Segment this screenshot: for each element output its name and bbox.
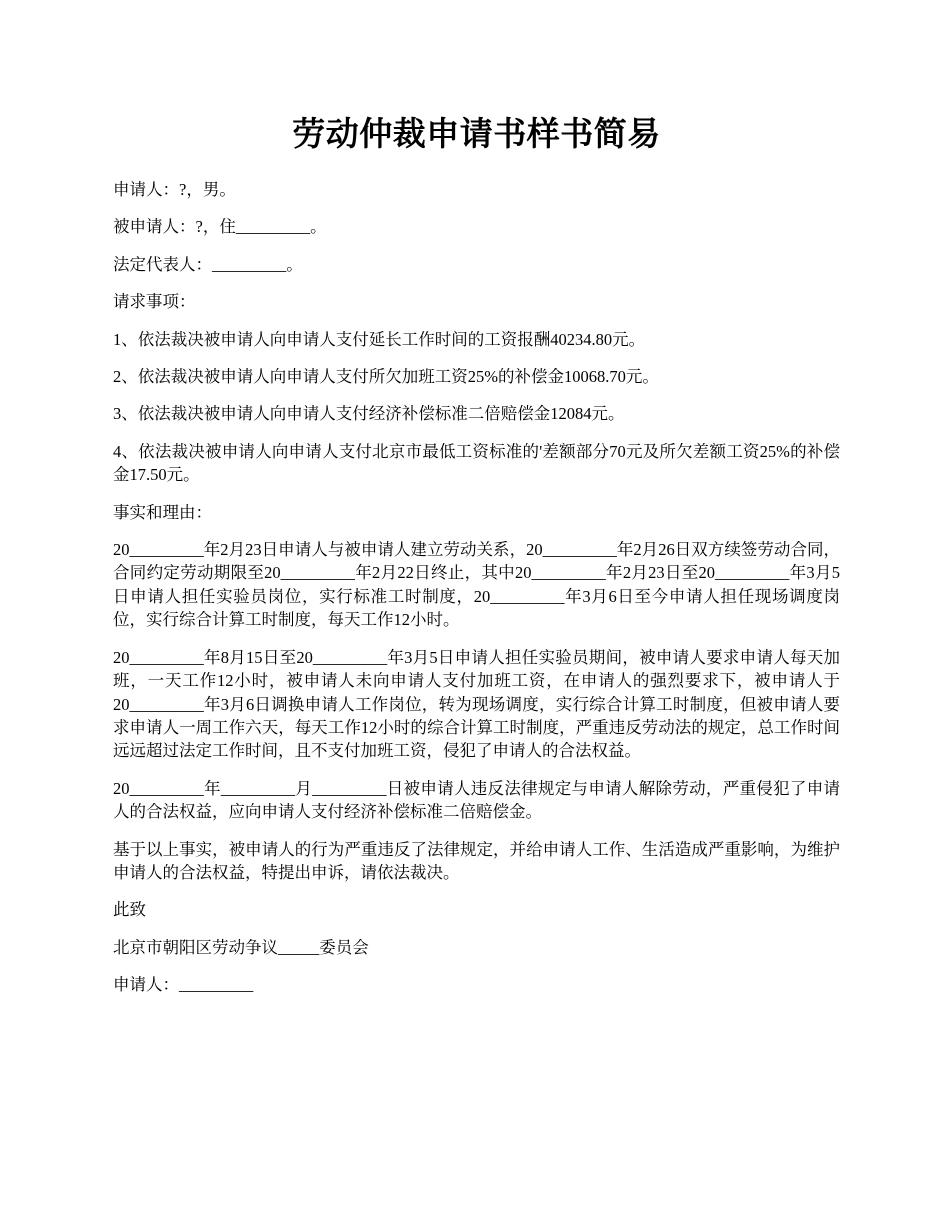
addressee: 北京市朝阳区劳动争议_____委员会 [113,937,369,957]
claim-item-1: 1、依法裁决被申请人向申请人支付延长工作时间的工资报酬40234.80元。 [113,329,646,349]
facts-paragraph-2: 20_________年8月15日至20_________年3月5日申请人担任实验员期间，被申请人要求申请人每天加班，一天工作12小时，被申请人未向申请人支付加班工资，在申请人的强烈要求下，被申请人于20_________年3月6日调换申请人工作岗位，转为现场调度，实行综合计算工时制度，但被申请人要求申请人一周工作六天，每天工作12小时的综合计算工时制度，严重违反劳动法的规定，总工作时间远远超过法定工作时间，且不支付加班工资，侵犯了申请人的合法权益。 [113,647,840,761]
claim-item-3: 3、依法裁决被申请人向申请人支付经济补偿标准二倍赔偿金12084元。 [113,404,625,424]
facts-paragraph-3: 20_________年_________月_________日被申请人违反法律规定与申请人解除劳动，严重侵犯了申请人的合法权益，应向申请人支付经济补偿标准二倍赔偿金。 [113,778,840,822]
claim-item-2: 2、依法裁决被申请人向申请人支付所欠加班工资25%的补偿金10068.70元。 [113,367,659,387]
document-title: 劳动仲裁申请书样书简易 [292,117,661,153]
claim-item-4: 4、依法裁决被申请人向申请人支付北京市最低工资标准的'差额部分70元及所欠差额工资25%的补偿金17.50元。 [113,441,840,485]
legal-representative-line: 法定代表人：_________。 [113,254,303,274]
claims-heading: 请求事项： [113,292,196,312]
respondent-line: 被申请人：?，住_________。 [113,217,327,237]
salutation: 此致 [113,900,146,920]
signature-line: 申请人：_________ [113,975,254,995]
conclusion-paragraph: 基于以上事实，被申请人的行为严重违反了法律规定，并给申请人工作、生活造成严重影响，为维护申请人的合法权益，特提出申诉，请依法裁决。 [113,839,840,882]
document-page [113,112,840,1011]
applicant-line: 申请人：?，男。 [113,180,236,199]
facts-paragraph-1: 20_________年2月23日申请人与被申请人建立劳动关系，20_________年2月26日双方续签劳动合同，合同约定劳动期限至20_________年2月22日终止，其中20_________年2月23日至20_________年3月5日申请人担任实验员岗位，实行标准工时制度，20_________年3月6日至今申请人担任现场调度岗位，实行综合计算工时制度，每天工作12小时。 [113,540,840,630]
facts-heading: 事实和理由： [113,502,212,522]
